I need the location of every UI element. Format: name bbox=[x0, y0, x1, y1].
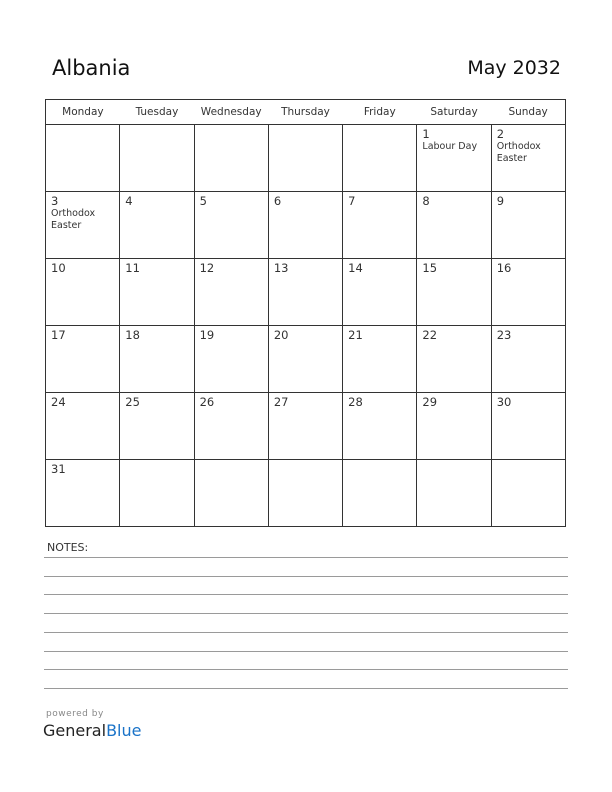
day-cell bbox=[120, 460, 194, 527]
day-number: 10 bbox=[51, 261, 66, 275]
day-cell bbox=[268, 192, 342, 259]
day-cell bbox=[343, 326, 417, 393]
powered-by-text: powered by bbox=[46, 709, 104, 719]
day-number: 4 bbox=[125, 194, 133, 208]
day-number: 20 bbox=[273, 328, 289, 342]
note-line bbox=[44, 613, 568, 614]
note-line bbox=[44, 688, 568, 689]
day-number: 15 bbox=[422, 261, 438, 275]
day-cell bbox=[491, 393, 565, 460]
day-cell bbox=[491, 192, 565, 259]
week-row-6 bbox=[46, 460, 566, 527]
week-row-3 bbox=[46, 259, 566, 326]
day-cell bbox=[194, 393, 268, 460]
day-number: 25 bbox=[125, 395, 140, 409]
day-cell bbox=[194, 326, 268, 393]
notes-label: NOTES: bbox=[47, 541, 89, 554]
day-number: 12 bbox=[199, 261, 215, 275]
day-number: 11 bbox=[125, 261, 140, 275]
country-title: Albania bbox=[52, 56, 131, 80]
day-number: 27 bbox=[273, 395, 289, 409]
note-line bbox=[44, 594, 568, 595]
day-cell bbox=[268, 259, 342, 326]
day-cell bbox=[417, 326, 491, 393]
day-cell bbox=[194, 192, 268, 259]
day-number: 26 bbox=[199, 395, 215, 409]
week-row-4 bbox=[46, 326, 566, 393]
weekday-saturday: Saturday bbox=[417, 100, 491, 125]
day-cell bbox=[417, 460, 491, 527]
day-cell bbox=[268, 125, 342, 192]
day-cell bbox=[46, 259, 120, 326]
day-cell bbox=[46, 460, 120, 527]
day-cell bbox=[120, 125, 194, 192]
day-cell bbox=[120, 192, 194, 259]
day-number: 23 bbox=[496, 328, 512, 342]
brand-blue-text: Blue bbox=[106, 721, 142, 740]
day-cell bbox=[194, 125, 268, 192]
weekday-thursday: Thursday bbox=[268, 100, 342, 125]
week-row-1 bbox=[46, 125, 566, 192]
day-number: 28 bbox=[348, 395, 363, 409]
day-cell bbox=[417, 125, 491, 192]
weekday-tuesday: Tuesday bbox=[120, 100, 194, 125]
day-number: 5 bbox=[199, 194, 207, 208]
week-row-5 bbox=[46, 393, 566, 460]
day-number: 6 bbox=[273, 194, 282, 208]
day-cell bbox=[343, 125, 417, 192]
week-row-2 bbox=[46, 192, 566, 259]
weekday-wednesday: Wednesday bbox=[194, 100, 268, 125]
day-number: 24 bbox=[51, 395, 66, 409]
day-cell bbox=[343, 393, 417, 460]
day-number: 21 bbox=[348, 328, 363, 342]
day-cell bbox=[417, 192, 491, 259]
note-line bbox=[44, 632, 568, 633]
note-line bbox=[44, 557, 568, 558]
weekday-friday: Friday bbox=[343, 100, 417, 125]
day-number: 31 bbox=[51, 462, 66, 476]
day-cell bbox=[343, 460, 417, 527]
day-cell bbox=[268, 460, 342, 527]
day-number: 13 bbox=[273, 261, 289, 275]
day-number: 19 bbox=[199, 328, 215, 342]
day-number: 2 bbox=[496, 127, 505, 141]
day-cell bbox=[120, 326, 194, 393]
day-number: 3 bbox=[51, 194, 59, 208]
generalblue-logo bbox=[43, 721, 141, 740]
day-number: 14 bbox=[348, 261, 363, 275]
day-number: 18 bbox=[125, 328, 140, 342]
day-cell bbox=[46, 192, 120, 259]
day-cell bbox=[343, 192, 417, 259]
month-year-title: May 2032 bbox=[467, 57, 561, 79]
day-number: 7 bbox=[348, 194, 356, 208]
note-line bbox=[44, 576, 568, 577]
day-number: 29 bbox=[422, 395, 438, 409]
day-number: 17 bbox=[51, 328, 66, 342]
day-cell bbox=[343, 259, 417, 326]
holiday-label: Labour Day bbox=[422, 141, 478, 152]
day-number: 30 bbox=[496, 395, 512, 409]
day-cell bbox=[120, 259, 194, 326]
day-number: 1 bbox=[422, 127, 430, 141]
day-cell bbox=[46, 326, 120, 393]
brand-general-text: General bbox=[43, 721, 107, 740]
day-number: 9 bbox=[496, 194, 505, 208]
day-number: 22 bbox=[422, 328, 438, 342]
day-cell bbox=[417, 393, 491, 460]
day-cell bbox=[491, 326, 565, 393]
day-cell bbox=[194, 259, 268, 326]
day-cell bbox=[194, 460, 268, 527]
day-cell bbox=[46, 393, 120, 460]
day-cell bbox=[46, 125, 120, 192]
day-number: 8 bbox=[422, 194, 430, 208]
note-line bbox=[44, 651, 568, 652]
day-cell bbox=[491, 460, 565, 527]
day-cell bbox=[268, 326, 342, 393]
weekday-sunday: Sunday bbox=[491, 100, 565, 125]
weekday-header-row bbox=[46, 100, 566, 125]
holiday-label: Orthodox Easter bbox=[51, 208, 96, 231]
calendar-grid bbox=[45, 99, 566, 527]
weekday-monday: Monday bbox=[46, 100, 120, 125]
day-cell bbox=[491, 259, 565, 326]
day-cell bbox=[268, 393, 342, 460]
day-number: 16 bbox=[496, 261, 512, 275]
note-line bbox=[44, 669, 568, 670]
day-cell bbox=[120, 393, 194, 460]
holiday-label: Orthodox Easter bbox=[496, 141, 541, 164]
day-cell bbox=[417, 259, 491, 326]
day-cell bbox=[491, 125, 565, 192]
